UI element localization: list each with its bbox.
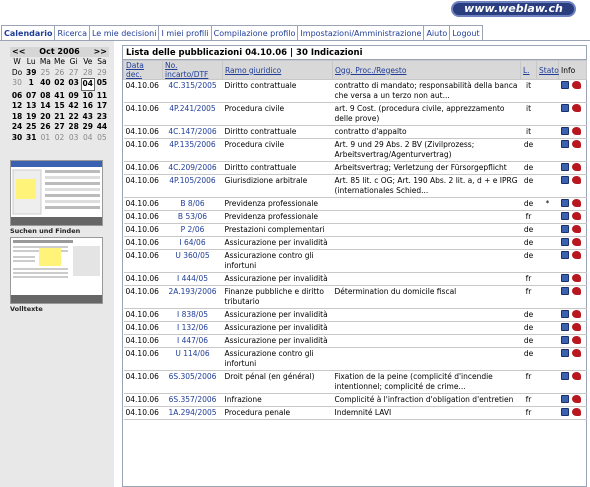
calendar-day[interactable]: 23 [96,111,108,121]
pdf-icon[interactable] [572,274,581,282]
calendar-day[interactable]: 27 [68,67,79,77]
cell-legal-area: Assicurazione per invalidità [223,237,333,250]
cell-subject [333,198,521,211]
calendar [10,47,109,143]
pdf-icon[interactable] [572,104,581,112]
cell-case-number[interactable]: 4P.241/2005 [163,103,223,126]
cell-legal-area: Previdenza professionale [223,198,333,211]
cell-status [537,394,559,407]
calendar-day[interactable]: 26 [40,122,51,131]
table-row [124,273,587,286]
cell-legal-area: Finanze pubbliche e diritto tributario [223,286,333,309]
calendar-day[interactable]: 14 [40,101,51,110]
thumbnail-volltexte[interactable] [10,237,103,304]
comment-icon[interactable] [561,238,569,246]
comment-icon[interactable] [561,349,569,357]
cell-subject [333,273,521,286]
cell-language: it [521,80,537,103]
cell-legal-area: Droit pénal (en général) [223,371,333,394]
cell-status [537,139,559,162]
calendar-day[interactable]: 25 [25,122,37,131]
cell-subject: Détermination du domicile fiscal [333,286,521,309]
col-header-lingua[interactable]: L. [521,61,537,80]
cell-status [537,286,559,309]
comment-icon[interactable] [561,104,569,112]
calendar-day[interactable]: 30 [12,78,22,87]
calendar-day[interactable]: 29 [97,67,107,77]
weblaw-logo[interactable]: www.weblaw.ch [451,1,576,17]
week-number[interactable]: 43 [82,111,93,121]
cell-info [559,371,587,394]
cell-info [559,250,587,273]
cell-legal-area: Assicurazione per invalidità [223,273,333,286]
cell-legal-area: Assicurazione per invalidità [223,309,333,322]
cell-date: 04.10.06 [124,348,163,371]
cell-legal-area: Assicurazione contro gli infortuni [223,250,333,273]
table-row [124,335,587,348]
cell-info [559,273,587,286]
table-row [124,250,587,273]
thumbnail-screenshot-icon [11,238,102,295]
cell-date: 04.10.06 [124,286,163,309]
cell-case-number[interactable]: 4C.147/2006 [163,126,223,139]
week-number[interactable]: 44 [96,122,108,131]
calendar-day[interactable]: 13 [25,101,37,110]
cell-status [537,371,559,394]
pdf-icon[interactable] [572,310,581,318]
col-header-oggetto[interactable]: Ogg. Proc./Regesto [333,61,521,80]
calendar-day-selected[interactable]: 04 [81,78,95,91]
comment-icon[interactable] [561,372,569,380]
cell-case-number[interactable]: P 2/06 [163,224,223,237]
thumbnail-scrollbar[interactable] [11,295,102,303]
cell-date: 04.10.06 [124,309,163,322]
table-row [124,198,587,211]
tab-logout[interactable]: Logout [449,25,482,41]
table-row [124,394,587,407]
tab-ricerca[interactable]: Ricerca [54,25,90,41]
cell-info [559,286,587,309]
cell-status [537,224,559,237]
pdf-icon[interactable] [572,199,581,207]
calendar-day[interactable]: 07 [25,90,37,100]
cell-date: 04.10.06 [124,322,163,335]
cell-case-number[interactable]: 1A.294/2005 [163,407,223,420]
cell-case-number[interactable]: I 447/06 [163,335,223,348]
comment-icon[interactable] [561,395,569,403]
weekday-header: Me [53,57,66,66]
cell-language: de [521,224,537,237]
comment-icon[interactable] [561,176,569,184]
calendar-day[interactable]: 10 [82,90,93,100]
cell-info [559,126,587,139]
calendar-day[interactable]: 30 [11,132,23,142]
cell-language: de [521,250,537,273]
cell-info [559,198,587,211]
calendar-day[interactable]: 15 [54,101,65,110]
calendar-day[interactable]: 12 [11,101,23,110]
cell-case-number[interactable]: I 132/06 [163,322,223,335]
calendar-day[interactable]: 24 [11,122,23,131]
cell-case-number[interactable]: 4P.135/2006 [163,139,223,162]
cell-case-number[interactable]: 4C.209/2006 [163,162,223,175]
table-row [124,348,587,371]
thumbnail-label: Suchen und Finden [10,227,81,235]
cell-language: fr [521,273,537,286]
cell-info [559,322,587,335]
cell-subject [333,211,521,224]
pdf-icon[interactable] [572,176,581,184]
pdf-icon[interactable] [572,251,581,259]
cell-case-number[interactable]: I 444/05 [163,273,223,286]
comment-icon[interactable] [561,287,569,295]
cell-subject: Arbeitsvertrag; Verletzung der Fürsorgepflicht [333,162,521,175]
weekday-header: W [13,57,21,66]
weekday-header: Gi [69,57,78,66]
comment-icon[interactable] [561,140,569,148]
cell-language: de [521,162,537,175]
cell-language: fr [521,211,537,224]
cell-info [559,237,587,250]
cell-date: 04.10.06 [124,211,163,224]
comment-icon[interactable] [561,225,569,233]
cell-legal-area: Previdenza professionale [223,211,333,224]
top-bar [0,0,590,22]
calendar-day[interactable]: 1 [28,78,34,87]
cell-date: 04.10.06 [124,126,163,139]
cell-info [559,139,587,162]
cell-date: 04.10.06 [124,198,163,211]
cell-status [537,103,559,126]
cell-status [537,335,559,348]
calendar-day[interactable]: 17 [96,101,108,110]
col-header-stato[interactable]: Stato [537,61,559,80]
comment-icon[interactable] [561,127,569,135]
cell-info [559,394,587,407]
tab-le-mie-decisioni[interactable]: Le mie decisioni [89,25,159,41]
cell-case-number[interactable]: B 53/06 [163,211,223,224]
pdf-icon[interactable] [572,323,581,331]
col-header-numero[interactable]: No. incarto/DTF [163,61,223,80]
cell-language: de [521,322,537,335]
week-number[interactable]: 39 [25,67,37,77]
cell-legal-area: Infrazione [223,394,333,407]
cell-subject [333,348,521,371]
calendar-day[interactable]: 18 [11,111,23,121]
publications-table [123,60,587,420]
cell-language: de [521,348,537,371]
weekday-header: Lu [26,57,36,66]
cell-case-number[interactable]: 6S.305/2006 [163,371,223,394]
comment-icon[interactable] [561,251,569,259]
table-row [124,80,587,103]
cell-info [559,224,587,237]
cell-subject [333,335,521,348]
calendar-day[interactable]: 02 [54,132,65,142]
pdf-icon[interactable] [572,212,581,220]
cell-case-number[interactable]: U 360/05 [163,250,223,273]
pdf-icon[interactable] [572,238,581,246]
col-header-info: Info [559,61,587,80]
cell-info [559,103,587,126]
thumbnail-label: Volltexte [10,305,43,313]
table-row [124,211,587,224]
pdf-icon[interactable] [572,395,581,403]
calendar-day[interactable]: 03 [68,78,79,87]
cell-legal-area: Prestazioni complementari [223,224,333,237]
tab-impostazioni[interactable]: Impostazioni/Amministrazione [297,25,424,41]
calendar-day[interactable]: 31 [25,132,37,142]
table-row [124,371,587,394]
week-number[interactable]: 42 [68,101,79,110]
pdf-icon[interactable] [572,336,581,344]
calendar-header [10,47,109,57]
cell-language: fr [521,286,537,309]
pdf-icon[interactable] [572,81,581,89]
cell-info [559,348,587,371]
cell-legal-area: Procedura civile [223,139,333,162]
cell-info [559,335,587,348]
cell-subject: contratto d'appalto [333,126,521,139]
cell-legal-area: Diritto contrattuale [223,80,333,103]
cell-date: 04.10.06 [124,394,163,407]
cell-language: fr [521,371,537,394]
pdf-icon[interactable] [572,349,581,357]
cell-legal-area: Assicurazione per invalidità [223,335,333,348]
table-row [124,175,587,198]
table-row [124,309,587,322]
cell-language: it [521,103,537,126]
weekday-header: Ma [39,57,51,66]
calendar-next-button[interactable]: >> [93,47,107,56]
thumbnail-screenshot-icon [11,161,102,217]
cell-date: 04.10.06 [124,273,163,286]
cell-status [537,211,559,224]
col-header-ramo[interactable]: Ramo giuridico [223,61,333,80]
weekday-header: Sa [97,57,107,66]
calendar-day[interactable]: 25 [40,67,51,77]
cell-date: 04.10.06 [124,224,163,237]
comment-icon[interactable] [561,212,569,220]
cell-status: * [537,198,559,211]
weekday-header: Ve [83,57,93,66]
calendar-day[interactable]: 01 [40,132,51,142]
calendar-day[interactable]: 29 [82,122,93,131]
cell-info [559,175,587,198]
cell-status [537,237,559,250]
calendar-day[interactable]: 21 [54,111,65,121]
comment-icon[interactable] [561,310,569,318]
cell-legal-area: Procedura penale [223,407,333,420]
tab-i-miei-profili[interactable]: I miei profili [158,25,211,41]
cell-status [537,126,559,139]
cell-language: de [521,237,537,250]
cell-legal-area: Assicurazione per invalidità [223,322,333,335]
cell-legal-area: Diritto contrattuale [223,162,333,175]
cell-subject [333,224,521,237]
pdf-icon[interactable] [572,140,581,148]
cell-info [559,162,587,175]
calendar-day[interactable]: 11 [96,90,108,100]
cell-subject [333,250,521,273]
pdf-icon[interactable] [572,225,581,233]
calendar-day[interactable]: 16 [82,101,93,110]
cell-status [537,162,559,175]
tab-compilazione-profilo[interactable]: Compilazione profilo [211,25,299,41]
table-row [124,162,587,175]
cell-legal-area: Procedura civile [223,103,333,126]
table-header-row [124,61,587,80]
table-row [124,237,587,250]
week-number[interactable]: 41 [54,90,65,100]
cell-date: 04.10.06 [124,250,163,273]
cell-subject [333,237,521,250]
calendar-day[interactable]: 19 [25,111,37,121]
cell-status [537,80,559,103]
pdf-icon[interactable] [572,287,581,295]
cell-subject: Complicité à l'infraction d'obligation d'entretien [333,394,521,407]
comment-icon[interactable] [561,336,569,344]
calendar-prev-button[interactable]: << [12,47,26,56]
table-row [124,126,587,139]
table-row [124,286,587,309]
cell-language: de [521,139,537,162]
pdf-icon[interactable] [572,372,581,380]
cell-status [537,348,559,371]
cell-date: 04.10.06 [124,162,163,175]
comment-icon[interactable] [561,81,569,89]
calendar-month: Oct 2006 [39,47,80,56]
table-row [124,407,587,420]
table-row [124,139,587,162]
cell-date: 04.10.06 [124,103,163,126]
cell-status [537,175,559,198]
comment-icon[interactable] [561,199,569,207]
calendar-day[interactable]: 02 [54,78,65,87]
cell-subject: Art. 9 und 29 Abs. 2 BV (Zivilprozess; Arbeitsvertrag/Agenturvertrag) [333,139,521,162]
week-number[interactable]: 40 [40,78,51,87]
calendar-day[interactable]: 28 [68,122,79,131]
cell-language: it [521,126,537,139]
main-tabs [1,25,482,41]
cell-info [559,407,587,420]
cell-date: 04.10.06 [124,139,163,162]
cell-case-number[interactable]: B 8/06 [163,198,223,211]
cell-subject [333,322,521,335]
cell-info [559,211,587,224]
calendar-day[interactable]: 06 [11,90,23,100]
cell-info [559,309,587,322]
pdf-icon[interactable] [572,408,581,416]
calendar-day[interactable]: 04 [83,132,93,142]
table-row [124,224,587,237]
cell-subject: Indemnité LAVI [333,407,521,420]
cell-case-number[interactable]: I 838/05 [163,309,223,322]
page-title: Lista delle pubblicazioni 04.10.06 | 30 Indicazioni [123,46,586,60]
cell-language: de [521,175,537,198]
cell-language: de [521,198,537,211]
calendar-day[interactable]: 20 [40,111,51,121]
cell-legal-area: Assicurazione contro gli infortuni [223,348,333,371]
comment-icon[interactable] [561,163,569,171]
pdf-icon[interactable] [572,127,581,135]
publications-panel [122,45,587,487]
calendar-day[interactable]: 09 [68,90,79,100]
cell-info [559,80,587,103]
calendar-day[interactable]: 05 [97,132,107,142]
cell-case-number[interactable]: 4P.105/2006 [163,175,223,198]
cell-case-number[interactable]: 6S.357/2006 [163,394,223,407]
cell-legal-area: Giurisdizione arbitrale [223,175,333,198]
cell-date: 04.10.06 [124,237,163,250]
cell-date: 04.10.06 [124,407,163,420]
table-row [124,322,587,335]
cell-language: fr [521,407,537,420]
cell-legal-area: Diritto contrattuale [223,126,333,139]
cell-case-number[interactable]: I 64/06 [163,237,223,250]
cell-status [537,322,559,335]
cell-subject: art. 9 Cost. (procedura civile, apprezzamento delle prove) [333,103,521,126]
calendar-grid [10,57,109,143]
tab-calendario[interactable]: Calendario [1,25,55,41]
tab-aiuto[interactable]: Aiuto [423,25,450,41]
cell-date: 04.10.06 [124,175,163,198]
col-header-data[interactable]: Data dec. [124,61,163,80]
thumbnail-scrollbar[interactable] [11,217,102,225]
calendar-day[interactable]: 28 [83,67,93,77]
calendar-day[interactable]: 22 [68,111,79,121]
cell-status [537,309,559,322]
cell-status [537,273,559,286]
cell-date: 04.10.06 [124,80,163,103]
cell-language: fr [521,394,537,407]
calendar-day[interactable]: 05 [96,78,108,87]
calendar-day[interactable]: 27 [54,122,65,131]
cell-subject: Fixation de la peine (complicité d'incendie intentionnel; complicité de crime... [333,371,521,394]
calendar-day[interactable]: 03 [68,132,79,142]
calendar-day[interactable]: 08 [40,90,51,100]
thumbnail-suchen-und-finden[interactable] [10,160,103,226]
cell-date: 04.10.06 [124,371,163,394]
cell-subject [333,309,521,322]
cell-language: de [521,335,537,348]
cell-subject: Art. 85 lit. c OG; Art. 190 Abs. 2 lit. a, d + e IPRG (internationales Schied... [333,175,521,198]
calendar-day[interactable]: 26 [54,67,65,77]
cell-date: 04.10.06 [124,335,163,348]
cell-subject: contratto di mandato; responsabilità della banca che versa a un terzo non aut... [333,80,521,103]
comment-icon[interactable] [561,408,569,416]
cell-status [537,250,559,273]
cell-case-number[interactable]: 2A.193/2006 [163,286,223,309]
pdf-icon[interactable] [572,163,581,171]
weekday-header: Do [11,67,23,77]
cell-language: de [521,309,537,322]
table-row [124,103,587,126]
comment-icon[interactable] [561,323,569,331]
cell-case-number[interactable]: 4C.315/2005 [163,80,223,103]
cell-status [537,407,559,420]
comment-icon[interactable] [561,274,569,282]
cell-case-number[interactable]: U 114/06 [163,348,223,371]
